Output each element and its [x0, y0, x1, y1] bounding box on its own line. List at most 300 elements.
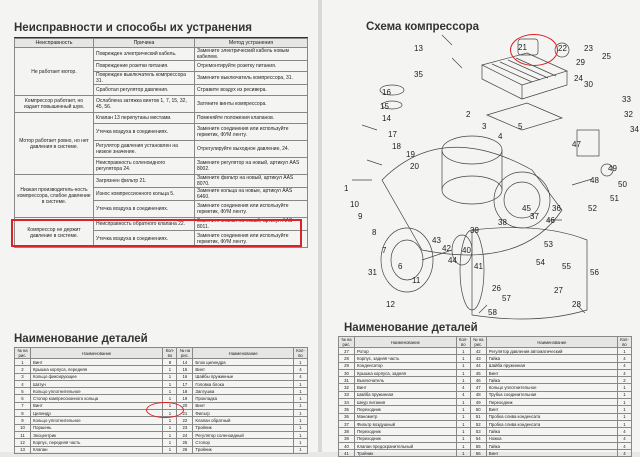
fault-row	[15, 48, 308, 61]
parts-cell: 21	[177, 410, 193, 417]
parts-row	[15, 431, 308, 438]
parts-cell: Тройник	[355, 450, 457, 457]
parts-cell: 56	[470, 450, 486, 457]
fault-row	[15, 96, 308, 113]
callout-number: 5	[518, 122, 523, 131]
parts-cell: 1	[618, 406, 632, 413]
fault-cause: Регулятор давления установлен на низкое значение.	[94, 141, 195, 158]
callout-number: 14	[382, 114, 391, 123]
callout-number: 19	[406, 150, 415, 159]
parts-cell: 1	[163, 424, 177, 431]
fault-cause: Клапан 13 перепутаны местами.	[94, 113, 195, 124]
parts-cell: 53	[470, 428, 486, 435]
parts-cell: 38	[339, 428, 355, 435]
parts-title-left: Наименование деталей	[14, 333, 148, 345]
callout-number: 26	[492, 284, 501, 293]
parts-row	[339, 420, 632, 427]
callout-number: 4	[498, 132, 503, 141]
parts-cell: Стопор компрессионного кольца	[31, 395, 163, 402]
parts-cell: 2	[15, 366, 31, 373]
parts-header: Наименование	[355, 337, 457, 348]
parts-row	[339, 413, 632, 420]
callout-number: 17	[388, 130, 397, 139]
parts-cell: 27	[339, 348, 355, 355]
parts-cell: 8	[15, 410, 31, 417]
parts-cell: Трубка соединительная	[486, 391, 617, 398]
parts-cell: 4	[294, 373, 308, 380]
parts-cell: 1	[618, 413, 632, 420]
parts-cell: 10	[15, 424, 31, 431]
callout-number: 40	[462, 246, 471, 255]
parts-cell: 4	[456, 384, 470, 391]
parts-cell: 4	[618, 428, 632, 435]
callout-number: 32	[624, 110, 633, 119]
callout-number: 29	[576, 58, 585, 67]
parts-cell: 1	[163, 410, 177, 417]
header-problem: Неисправность	[15, 39, 94, 48]
parts-cell: 23	[177, 424, 193, 431]
parts-cell: 1	[618, 420, 632, 427]
parts-header: Наименование	[193, 348, 294, 359]
parts-cell: 1	[294, 410, 308, 417]
parts-cell: Винт	[486, 406, 617, 413]
parts-cell: 1	[456, 362, 470, 369]
parts-cell: Тройник	[193, 424, 294, 431]
fault-cause: Сработал регулятор давления.	[94, 85, 195, 96]
parts-cell: 43	[470, 355, 486, 362]
parts-cell: Шайба пружинная	[486, 362, 617, 369]
fault-cause: Повреждение розетки питания.	[94, 61, 195, 72]
parts-cell: 1	[618, 348, 632, 355]
parts-cell: 1	[163, 395, 177, 402]
parts-cell: Кольцо уплотнительное	[486, 384, 617, 391]
parts-row	[339, 369, 632, 376]
fault-fix: Стравите воздух из ресивера.	[195, 85, 308, 96]
callout-number: 27	[554, 286, 563, 295]
parts-row	[339, 406, 632, 413]
highlight-filter-part	[146, 402, 184, 418]
callout-number: 1	[344, 184, 349, 193]
callout-number: 38	[498, 218, 507, 227]
callout-number: 3	[482, 122, 487, 131]
parts-cell: Пробка слива конденсата	[486, 413, 617, 420]
parts-cell: 4	[618, 435, 632, 442]
fault-fix: Отрегулируйте выходное давление, 24.	[195, 141, 308, 158]
callout-number: 44	[448, 256, 457, 265]
fault-fix: Замените электрический кабель новым кабелем.	[195, 48, 308, 61]
parts-cell: Кольцо уплотнительное	[31, 388, 163, 395]
parts-cell: 4	[618, 450, 632, 457]
parts-cell: Кольцо уплотнительное	[31, 417, 163, 424]
parts-cell: 47	[470, 384, 486, 391]
fault-cause: Неисправность соленоидного регулятора 24.	[94, 158, 195, 175]
header-cause: Причина	[94, 39, 195, 48]
callout-number: 41	[474, 262, 483, 271]
parts-header: Кол-во	[456, 337, 470, 348]
parts-cell: 4	[618, 442, 632, 449]
parts-cell: 5	[15, 388, 31, 395]
fault-row	[15, 113, 308, 124]
parts-row	[15, 388, 308, 395]
callout-number: 45	[522, 204, 531, 213]
callout-number: 34	[630, 125, 639, 134]
parts-cell: Регулятор соленоидный	[193, 431, 294, 438]
parts-cell: Винт	[193, 366, 294, 373]
parts-cell: 1	[294, 431, 308, 438]
parts-cell: 3	[15, 373, 31, 380]
callout-number: 53	[544, 240, 553, 249]
parts-cell: 1	[294, 359, 308, 366]
fault-fix: Замените фильтр на новый, артикул AAS 8070.	[195, 175, 308, 188]
parts-cell: 1	[163, 417, 177, 424]
parts-row	[339, 435, 632, 442]
parts-cell: 34	[339, 399, 355, 406]
parts-cell: 13	[15, 446, 31, 453]
parts-cell: 1	[456, 369, 470, 376]
parts-row	[339, 384, 632, 391]
parts-cell: Клапан предохранительный	[355, 442, 457, 449]
callout-number: 58	[488, 308, 497, 317]
callout-number: 31	[368, 268, 377, 277]
parts-cell: 1	[456, 450, 470, 457]
parts-cell: Крышка корпуса, задняя	[355, 369, 457, 376]
parts-cell: 4	[618, 369, 632, 376]
parts-cell: 1	[294, 424, 308, 431]
parts-cell: Регулятор давления автоматический	[486, 348, 617, 355]
fault-fix: Замените кольца на новые, артикул AAS 6460.	[195, 188, 308, 201]
parts-cell: Фильтр	[193, 410, 294, 417]
parts-cell: 8	[163, 359, 177, 366]
right-page	[322, 0, 640, 456]
parts-cell: 1	[294, 446, 308, 453]
fault-problem: Мотор работает ровно, но нет давления в системе.	[15, 113, 94, 175]
parts-cell: 1	[456, 435, 470, 442]
fault-cause: Загрязнен фильтр 21.	[94, 175, 195, 188]
parts-cell: Корпус, передняя часть	[31, 439, 163, 446]
fault-fix: Замените соединения или используйте герметик, ФУМ ленту.	[195, 201, 308, 218]
parts-row	[339, 362, 632, 369]
parts-cell: Ножка	[486, 435, 617, 442]
parts-cell: 1	[163, 388, 177, 395]
parts-row	[15, 373, 308, 380]
parts-cell: Гайка	[486, 377, 617, 384]
parts-header: Наименование	[486, 337, 617, 348]
parts-cell: 16	[177, 373, 193, 380]
callout-number: 9	[358, 212, 363, 221]
parts-table-left	[14, 347, 308, 454]
callout-number: 43	[432, 236, 441, 245]
parts-cell: Блок цилиндра	[193, 359, 294, 366]
callout-number: 51	[610, 194, 619, 203]
parts-cell: 14	[177, 359, 193, 366]
callout-number: 2	[466, 110, 471, 119]
fault-fix: Поменяйте положения клапанов.	[195, 113, 308, 124]
callout-number: 36	[552, 204, 561, 213]
fault-cause: Утечка воздуха в соединениях.	[94, 201, 195, 218]
parts-cell: 41	[339, 450, 355, 457]
parts-row	[339, 348, 632, 355]
parts-cell: 18	[177, 388, 193, 395]
parts-cell: 26	[177, 446, 193, 453]
parts-cell: 22	[177, 417, 193, 424]
left-page	[0, 0, 318, 452]
parts-cell: 6	[15, 395, 31, 402]
parts-header: Кол-во	[294, 348, 308, 359]
fault-row	[15, 175, 308, 188]
parts-cell: 36	[339, 413, 355, 420]
callout-number: 54	[536, 258, 545, 267]
parts-cell: 4	[15, 380, 31, 387]
parts-cell: 1	[294, 395, 308, 402]
parts-cell: Цилиндр	[31, 410, 163, 417]
fault-cause: Утечка воздуха в соединениях.	[94, 231, 195, 248]
parts-cell: 30	[339, 369, 355, 376]
parts-cell: 20	[177, 402, 193, 409]
fault-problem: Компрессор работает, но издает повышенный шум.	[15, 96, 94, 113]
callout-number: 46	[546, 216, 555, 225]
parts-cell: 46	[470, 377, 486, 384]
parts-title-right: Наименование деталей	[344, 322, 478, 334]
parts-cell: 39	[339, 435, 355, 442]
parts-cell: 31	[339, 377, 355, 384]
parts-cell: Шайбы пружинные	[193, 373, 294, 380]
parts-cell: 1	[618, 399, 632, 406]
fault-fix: Затяните винты компрессора.	[195, 96, 308, 113]
callout-number: 18	[392, 142, 401, 151]
callout-number: 21	[518, 43, 527, 52]
callout-number: 8	[372, 228, 377, 237]
parts-cell: Переходник	[355, 435, 457, 442]
parts-cell: Гайка	[486, 355, 617, 362]
callout-number: 48	[590, 176, 599, 185]
parts-header: № на рис.	[470, 337, 486, 348]
fault-cause: Поврежден выключатель компрессора 31.	[94, 72, 195, 85]
parts-cell: Головка блока	[193, 380, 294, 387]
parts-row	[339, 442, 632, 449]
fault-fix: Замените регулятор на новый, артикул AAS 8002.	[195, 158, 308, 175]
parts-cell: Эксцентрик	[31, 431, 163, 438]
fault-problem: Низкая производитель-ность компрессора, слабое давление в системе.	[15, 175, 94, 218]
parts-header: № на рис.	[177, 348, 193, 359]
parts-cell: 1	[163, 446, 177, 453]
parts-cell: 52	[470, 420, 486, 427]
parts-cell: Выключатель	[355, 377, 457, 384]
parts-cell: Фильтр воздушный	[355, 420, 457, 427]
parts-cell: 1	[618, 384, 632, 391]
scheme-title: Схема компрессора	[366, 21, 480, 33]
parts-cell: 42	[470, 348, 486, 355]
parts-cell: 24	[177, 431, 193, 438]
parts-row	[339, 391, 632, 398]
fault-cause: Износ компрессионного кольца 5.	[94, 188, 195, 201]
parts-cell: Заглушка	[193, 388, 294, 395]
parts-cell: 7	[15, 402, 31, 409]
callout-number: 47	[572, 140, 581, 149]
fault-fix: Замените соединения или используйте герметик, ФУМ ленту.	[195, 231, 308, 248]
faults-title: Неисправности и способы их устранения	[14, 22, 253, 34]
callout-number: 50	[618, 180, 627, 189]
highlight-filter-row	[11, 219, 302, 247]
parts-cell: Шнур питания	[355, 399, 457, 406]
parts-row	[15, 359, 308, 366]
parts-cell: 19	[177, 395, 193, 402]
parts-cell: Гайка	[486, 442, 617, 449]
parts-cell: Переходник	[486, 399, 617, 406]
parts-cell: 15	[177, 366, 193, 373]
parts-cell: Винт	[486, 369, 617, 376]
parts-cell: 1	[456, 420, 470, 427]
parts-header: Кол-во	[163, 348, 177, 359]
callout-number: 11	[412, 276, 421, 285]
parts-cell: 1	[456, 428, 470, 435]
callout-number: 55	[562, 262, 571, 271]
callout-number: 42	[442, 244, 451, 253]
callout-number: 28	[572, 300, 581, 309]
parts-cell: 51	[470, 413, 486, 420]
parts-cell: Шайба пружинная	[355, 391, 457, 398]
parts-cell: 1	[294, 402, 308, 409]
parts-header: Кол-во	[618, 337, 632, 348]
fault-cause: Поврежден электрический кабель.	[94, 48, 195, 61]
parts-cell: Стопор	[193, 439, 294, 446]
parts-cell: 1	[294, 439, 308, 446]
callout-number: 25	[602, 52, 611, 61]
callout-number: 16	[382, 88, 391, 97]
parts-cell: Клапан обратный	[193, 417, 294, 424]
parts-cell: 1	[456, 406, 470, 413]
parts-cell: Винт	[486, 450, 617, 457]
callout-number: 10	[350, 200, 359, 209]
parts-cell: 4	[618, 362, 632, 369]
callout-number: 52	[588, 204, 597, 213]
parts-cell: 1	[618, 391, 632, 398]
parts-cell: 1	[456, 442, 470, 449]
parts-row	[339, 450, 632, 457]
parts-cell: Крышка корпуса, передняя	[31, 366, 163, 373]
parts-cell: 25	[177, 439, 193, 446]
parts-cell: Кольцо фиксирующее	[31, 373, 163, 380]
parts-table-right	[338, 336, 632, 457]
callout-number: 49	[608, 164, 617, 173]
parts-cell: 50	[470, 406, 486, 413]
parts-cell: 12	[15, 439, 31, 446]
parts-cell: 32	[339, 384, 355, 391]
fault-fix: Замените выключатель компрессора, 31.	[195, 72, 308, 85]
callout-number: 56	[590, 268, 599, 277]
parts-cell: 45	[470, 369, 486, 376]
parts-cell: Ротор	[355, 348, 457, 355]
parts-row	[339, 355, 632, 362]
callout-number: 33	[622, 95, 631, 104]
header-fix: Метод устранения	[195, 39, 308, 48]
parts-cell: 9	[15, 417, 31, 424]
parts-header: № на рис.	[15, 348, 31, 359]
parts-cell: 48	[470, 391, 486, 398]
parts-cell: Корпус, задняя часть	[355, 355, 457, 362]
parts-row	[15, 380, 308, 387]
parts-row	[339, 428, 632, 435]
callout-number: 7	[382, 246, 387, 255]
fault-cause: Неисправность обратного клапана 22.	[94, 218, 195, 231]
callout-number: 24	[574, 74, 583, 83]
parts-cell: 1	[163, 366, 177, 373]
parts-cell: 49	[470, 399, 486, 406]
parts-header: № на рис.	[339, 337, 355, 348]
callout-number: 6	[398, 262, 403, 271]
callout-number: 35	[414, 70, 423, 79]
parts-row	[339, 399, 632, 406]
fault-fix: Замените клапан на новый, артикул AAS 8011.	[195, 218, 308, 231]
parts-cell: Тройник	[193, 446, 294, 453]
parts-cell: 4	[456, 391, 470, 398]
parts-header: Наименование	[31, 348, 163, 359]
parts-cell: 37	[339, 420, 355, 427]
parts-cell: 1	[15, 359, 31, 366]
parts-cell: 1	[163, 380, 177, 387]
parts-cell: 40	[339, 442, 355, 449]
parts-cell: Винт	[31, 402, 163, 409]
fault-problem: Не работает мотор.	[15, 48, 94, 96]
parts-cell: 17	[177, 380, 193, 387]
parts-cell: 1	[456, 377, 470, 384]
parts-cell: 1	[294, 388, 308, 395]
parts-cell: 29	[339, 362, 355, 369]
parts-cell: Манометр	[355, 413, 457, 420]
fault-cause: Ослаблена затяжка винтов 1, 7, 15, 32, 45, 56.	[94, 96, 195, 113]
parts-row	[15, 424, 308, 431]
parts-cell: Конденсатор	[355, 362, 457, 369]
parts-cell: Поршень	[31, 424, 163, 431]
parts-cell: 54	[470, 435, 486, 442]
parts-cell: 1	[456, 399, 470, 406]
parts-row	[15, 439, 308, 446]
parts-row	[339, 377, 632, 384]
callout-number: 39	[470, 226, 479, 235]
fault-fix: Отремонтируйте розетку питания.	[195, 61, 308, 72]
parts-cell: Гайка	[486, 428, 617, 435]
parts-cell: 4	[618, 355, 632, 362]
parts-row	[15, 366, 308, 373]
callout-number: 15	[380, 102, 389, 111]
callout-number: 13	[414, 44, 423, 53]
fault-problem: Компрессор не держит давление в системе.	[15, 218, 94, 248]
parts-row	[15, 417, 308, 424]
parts-cell: 28	[339, 355, 355, 362]
callout-number: 37	[530, 212, 539, 221]
fault-cause: Утечка воздуха в соединениях.	[94, 124, 195, 141]
parts-cell: 1	[163, 439, 177, 446]
parts-cell: Винт	[355, 384, 457, 391]
parts-cell: 33	[339, 391, 355, 398]
parts-cell: Переходник	[355, 406, 457, 413]
parts-cell: Переходник	[355, 428, 457, 435]
callout-number: 12	[386, 300, 395, 309]
parts-cell: 1	[294, 417, 308, 424]
parts-row	[15, 446, 308, 453]
parts-cell: 1	[294, 380, 308, 387]
callout-number: 22	[558, 44, 567, 53]
callout-number: 30	[584, 80, 593, 89]
parts-cell: 1	[456, 355, 470, 362]
callout-number: 57	[502, 294, 511, 303]
parts-cell: Прокладка	[193, 395, 294, 402]
parts-cell: Винт	[193, 402, 294, 409]
callout-number: 23	[584, 44, 593, 53]
parts-cell: 35	[339, 406, 355, 413]
parts-cell: 1	[456, 413, 470, 420]
parts-cell: 55	[470, 442, 486, 449]
parts-cell: Пробка слива конденсата	[486, 420, 617, 427]
